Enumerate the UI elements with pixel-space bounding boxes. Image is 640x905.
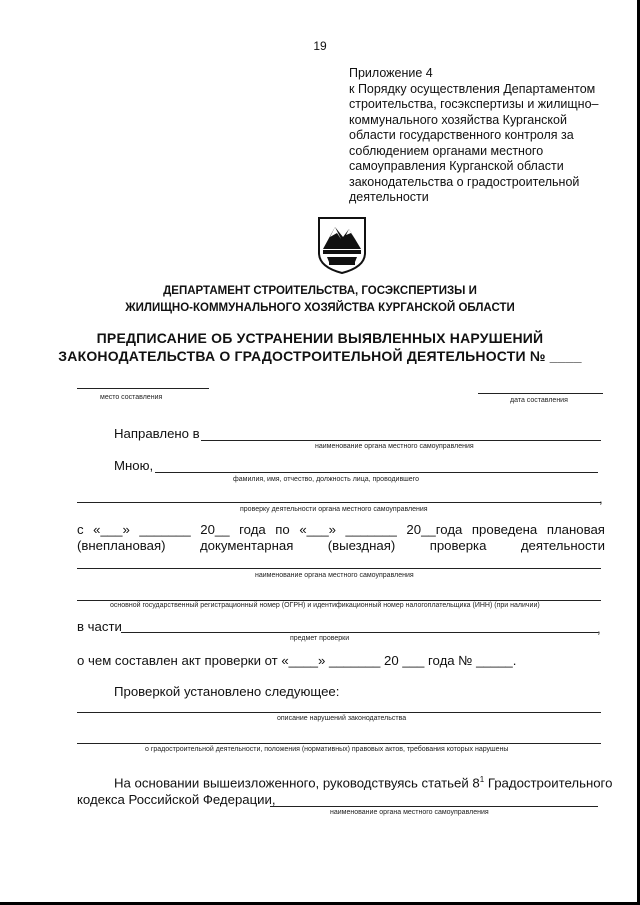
document-title: ПРЕДПИСАНИЕ ОБ УСТРАНЕНИИ ВЫЯВЛЕННЫХ НАРУШЕНИЙ (96, 330, 544, 346)
type-word: проверка (429, 538, 487, 553)
organ-field[interactable] (77, 568, 601, 569)
sent-to-caption: наименование органа местного самоуправления (315, 443, 474, 450)
type-row (77, 538, 605, 553)
date-caption: дата составления (510, 397, 568, 404)
period-word: 20__года (406, 522, 463, 537)
appendix-line: к Порядку осуществления Департаментом (349, 81, 596, 96)
appendix-line: соблюдением органами местного (349, 143, 544, 158)
basis-line (114, 775, 612, 790)
basis-text: На основании вышеизложенного, руководствуясь статьей 8 (114, 775, 480, 791)
appendix-line: деятельности (349, 190, 429, 204)
appendix-line: области государственного контроля за (349, 128, 574, 142)
ogrn-caption: основной государственный регистрационный номер (ОГРН) и идентификационный номер налогоплательщика (ИНН) (при наличии) (110, 602, 540, 609)
inspection-field[interactable] (77, 502, 601, 503)
document-title: ЗАКОНОДАТЕЛЬСТВА О ГРАДОСТРОИТЕЛЬНОЙ ДЕЯТЕЛЬНОСТИ № ____ (58, 348, 582, 364)
period-row (77, 522, 605, 537)
violations-caption: описание нарушений законодательства (277, 715, 407, 722)
act-line: о чем составлен акт проверки от «____» _______ 20 ___ года № _____. (77, 653, 517, 668)
authority-caption: наименование органа местного самоуправления (330, 809, 489, 816)
by-me-label: Мною, (114, 458, 154, 473)
sent-to-label: Направлено в (114, 426, 200, 441)
page-number: 19 (313, 39, 327, 53)
appendix-line: самоуправления Курганской области (349, 159, 564, 173)
comma: , (597, 621, 601, 636)
acts-field[interactable] (77, 743, 601, 744)
violations-field[interactable] (77, 712, 601, 713)
department-name-line: ДЕПАРТАМЕНТ СТРОИТЕЛЬСТВА, ГОСЭКСПЕРТИЗЫ И (163, 285, 477, 297)
acts-caption: о градостроительной деятельности, положения (нормативных) правовых актов, требования которых нарушены (145, 746, 509, 753)
period-word: _______ (139, 522, 191, 537)
appendix-note (349, 66, 629, 206)
period-word: _______ (345, 522, 397, 537)
inspection-caption: проверку деятельности органа местного самоуправления (240, 506, 428, 513)
established-label: Проверкой установлено следующее: (114, 684, 340, 699)
subject-caption: предмет проверки (290, 635, 350, 642)
authority-field[interactable] (270, 806, 598, 807)
comma: , (599, 491, 603, 506)
date-field[interactable] (478, 393, 603, 394)
part-label: в части (77, 619, 122, 634)
department-name-line: ЖИЛИЩНО-КОММУНАЛЬНОГО ХОЗЯЙСТВА КУРГАНСКОЙ ОБЛАСТИ (125, 302, 515, 314)
ogrn-field[interactable] (77, 600, 601, 601)
basis-text: Градостроительного (484, 775, 613, 791)
type-word: деятельности (520, 538, 605, 553)
sent-to-field[interactable] (201, 440, 601, 441)
place-field[interactable] (77, 388, 209, 389)
subject-field[interactable] (121, 632, 598, 633)
type-word: (выездная) (327, 538, 396, 553)
period-word: проведена (471, 522, 538, 537)
period-word: с (77, 522, 84, 537)
inspector-caption: фамилия, имя, отчество, должность лица, проводившего (233, 476, 419, 483)
kurgan-coat-of-arms-icon (315, 215, 369, 275)
appendix-line: коммунального хозяйства Курганской (349, 112, 567, 127)
type-word: документарная (199, 538, 294, 553)
basis-line-2: кодекса Российской Федерации, (77, 792, 276, 807)
inspector-field[interactable] (155, 472, 598, 473)
place-caption: место составления (100, 394, 163, 401)
period-word: по (275, 522, 290, 537)
appendix-line: законодательства о градостроительной (349, 174, 580, 189)
period-word: «___» (299, 522, 336, 537)
basis-superscript: 1 (479, 775, 485, 784)
period-word: года (239, 522, 266, 537)
period-word: плановая (546, 522, 605, 537)
period-word: «___» (93, 522, 130, 537)
appendix-line: строительства, госэкспертизы и жилищно– (349, 97, 599, 111)
organ-caption: наименование органа местного самоуправления (255, 572, 414, 579)
period-word: 20__ (200, 522, 230, 537)
type-word: (внеплановая) (77, 538, 166, 553)
appendix-line: Приложение 4 (349, 66, 433, 80)
